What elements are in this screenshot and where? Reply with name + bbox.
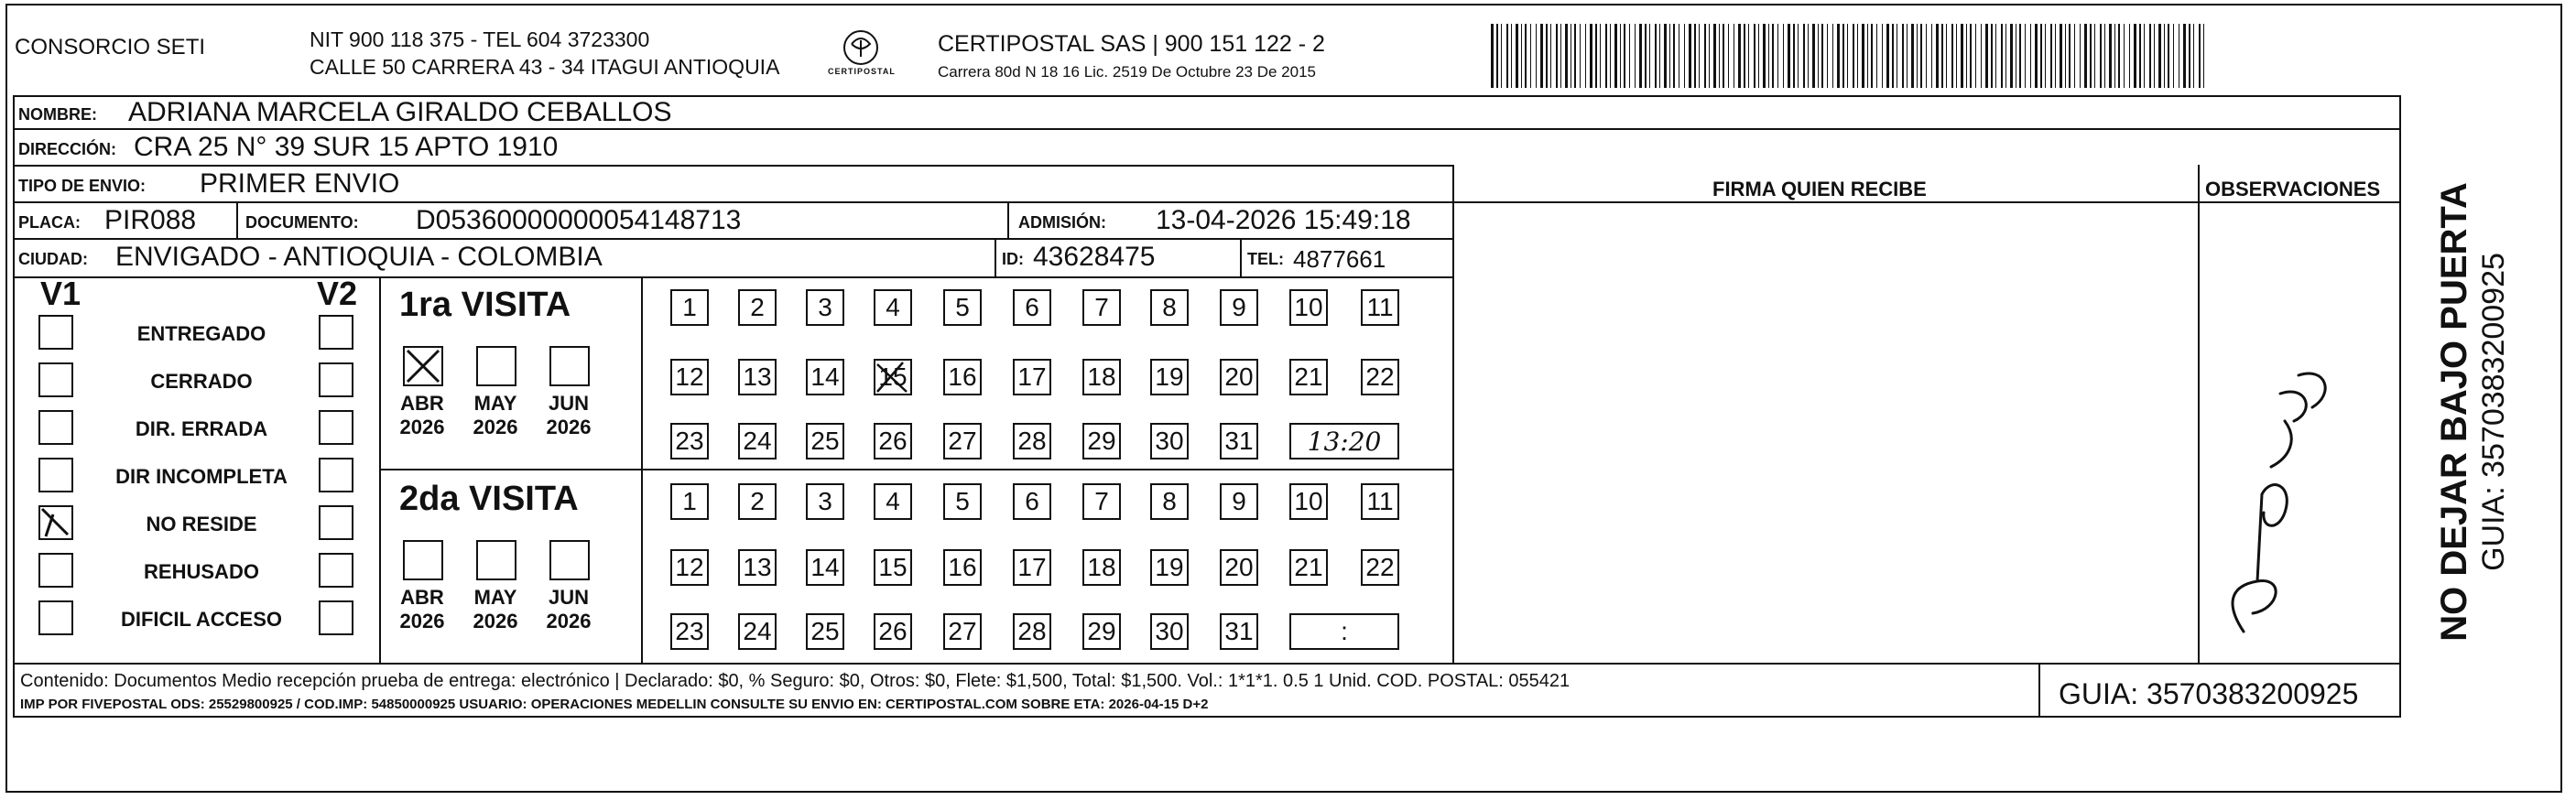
day-box[interactable]: 22 (1361, 549, 1399, 586)
barcode-bar (1876, 24, 1877, 88)
nit-line: NIT 900 118 375 - TEL 604 3723300 (310, 27, 650, 51)
reason-label: DIR. ERRADA (135, 417, 268, 440)
day-box[interactable]: 6 (1013, 483, 1051, 520)
v2-header: V2 (317, 275, 358, 312)
barcode-bar (2100, 24, 2102, 88)
day-box[interactable]: 23 (670, 423, 709, 459)
barcode-bar (2084, 24, 2087, 88)
barcode-bar (1639, 24, 1642, 88)
barcode-bar (1635, 24, 1636, 88)
day-box[interactable]: 7 (1082, 483, 1121, 520)
firma-header: FIRMA QUIEN RECIBE (1712, 178, 1927, 200)
barcode-bar (1857, 24, 1858, 88)
side-line2: GUIA: 3570383200925 (2476, 253, 2511, 571)
barcode-bar (2030, 24, 2031, 88)
barcode-bar (1985, 24, 1988, 88)
barcode-bar (2158, 24, 2161, 88)
day-box[interactable]: 25 (806, 423, 844, 459)
admision-label: ADMISIÓN: (1018, 213, 1106, 232)
barcode-bar (1521, 24, 1522, 88)
day-box[interactable]: 8 (1150, 483, 1189, 520)
barcode-bar (1867, 24, 1868, 88)
v1-checkbox[interactable] (38, 505, 73, 540)
barcode-bar (1907, 24, 1908, 88)
barcode-bar (2164, 24, 2165, 88)
barcode-bar (1821, 24, 1823, 88)
reason-label: DIR INCOMPLETA (115, 465, 288, 488)
month-label: JUN 2026 (546, 392, 592, 438)
day-box[interactable]: 24 (738, 613, 777, 650)
nombre-label: NOMBRE: (18, 105, 97, 124)
tipo-value: PRIMER ENVIO (200, 168, 400, 199)
month-checkbox-jun[interactable] (549, 346, 590, 386)
day-box[interactable]: 18 (1082, 359, 1121, 395)
barcode-bar (1936, 24, 1939, 88)
barcode-bar (1511, 24, 1512, 88)
day-box[interactable]: 25 (806, 613, 844, 650)
month-checkbox-may[interactable] (476, 540, 516, 580)
v1-checkbox[interactable] (38, 600, 73, 635)
month-checkbox-abr[interactable] (403, 540, 443, 580)
barcode-bar (1704, 24, 1706, 88)
reason-label: ENTREGADO (136, 322, 266, 345)
barcode-bar (1812, 24, 1815, 88)
barcode-bar (1871, 24, 1873, 88)
day-box[interactable]: 11 (1361, 483, 1399, 520)
barcode-bar (2069, 24, 2071, 88)
month-label: ABR 2026 (399, 392, 445, 438)
barcode-bar (1783, 24, 1784, 88)
barcode-bar (2154, 24, 2155, 88)
barcode-bar (1892, 24, 1894, 88)
placa-label: PLACA: (18, 213, 81, 232)
barcode-bar (2060, 24, 2062, 88)
day-box[interactable]: 2 (738, 289, 777, 326)
reason-label: DIFICIL ACCESO (120, 608, 282, 631)
day-box[interactable]: 15 (874, 359, 912, 395)
barcode-bar (2005, 24, 2006, 88)
v2-checkbox[interactable] (319, 410, 353, 445)
barcode-bar (1600, 24, 1601, 88)
barcode-bar (1842, 24, 1844, 88)
day-box[interactable]: 26 (874, 423, 912, 459)
month-label: MAY 2026 (473, 392, 518, 438)
day-box[interactable]: 20 (1220, 549, 1258, 586)
company-name: CONSORCIO SETI (15, 35, 206, 59)
barcode-bar (1719, 24, 1720, 88)
day-box[interactable]: 2 (738, 483, 777, 520)
day-box[interactable]: 22 (1361, 359, 1399, 395)
day-box[interactable]: 30 (1150, 613, 1189, 650)
barcode-bar (2035, 24, 2038, 88)
barcode-bar (2173, 24, 2174, 88)
id-label: ID: (1002, 250, 1024, 268)
barcode-bar (1754, 24, 1755, 88)
day-box[interactable]: 11 (1361, 289, 1399, 326)
barcode-bar (1738, 24, 1741, 88)
day-box[interactable]: 23 (670, 613, 709, 650)
ciudad-label: CIUDAD: (18, 250, 88, 268)
barcode-bar (1763, 24, 1766, 88)
day-box[interactable]: 29 (1082, 423, 1121, 459)
barcode-bar (1920, 24, 1922, 88)
day-box[interactable]: 10 (1289, 483, 1328, 520)
barcode-bar (2104, 24, 2105, 88)
barcode-bar (1560, 24, 1561, 88)
barcode-bar (1803, 24, 1805, 88)
nombre-value: ADRIANA MARCELA GIRALDO CEBALLOS (128, 97, 672, 127)
barcode-bar (1853, 24, 1854, 88)
barcode-bar (1565, 24, 1568, 88)
barcode-bar (1649, 24, 1650, 88)
day-box[interactable]: 12 (670, 549, 709, 586)
barcode-bar (1728, 24, 1729, 88)
barcode-bar (1995, 24, 1996, 88)
day-box[interactable]: 16 (943, 549, 982, 586)
barcode-bar (1772, 24, 1774, 88)
barcode-bar (1788, 24, 1790, 88)
day-box[interactable]: 19 (1150, 549, 1189, 586)
ciudad-value: ENVIGADO - ANTIOQUIA - COLOMBIA (115, 242, 603, 272)
day-box[interactable]: 24 (738, 423, 777, 459)
side-line1: NO DEJAR BAJO PUERTA (2434, 182, 2474, 642)
barcode-bar (2109, 24, 2112, 88)
barcode-bar (2001, 24, 2003, 88)
barcode-bar (1546, 24, 1548, 88)
barcode-bar (1556, 24, 1558, 88)
barcode-bar (1723, 24, 1724, 88)
barcode-bar (1886, 24, 1889, 88)
month-checkbox-jun[interactable] (549, 540, 590, 580)
barcode-bar (2118, 24, 2120, 88)
barcode-bar (1673, 24, 1675, 88)
barcode-bar (1694, 24, 1696, 88)
day-box[interactable]: 5 (943, 289, 982, 326)
barcode-bar (1970, 24, 1972, 88)
barcode-bar (1847, 24, 1848, 88)
reason-label: NO RESIDE (146, 513, 257, 535)
barcode-bar (1669, 24, 1670, 88)
barcode-bar (1793, 24, 1795, 88)
day-box[interactable]: 21 (1289, 549, 1328, 586)
day-box[interactable]: 1 (670, 483, 709, 520)
barcode-bar (2193, 24, 2194, 88)
barcode-bar (1911, 24, 1914, 88)
day-box[interactable]: 13 (738, 359, 777, 395)
day-box[interactable]: 9 (1220, 289, 1258, 326)
barcode-bar (1862, 24, 1864, 88)
barcode-bar (1496, 24, 1498, 88)
day-box[interactable]: 16 (943, 359, 982, 395)
day-box[interactable]: 20 (1220, 359, 1258, 395)
barcode-bar (1956, 24, 1957, 88)
barcode-bar (1882, 24, 1883, 88)
barcode-bar (2090, 24, 2092, 88)
day-box[interactable]: 28 (1013, 423, 1051, 459)
v2-checkbox[interactable] (319, 600, 353, 635)
barcode-bar (1946, 24, 1947, 88)
day-box[interactable]: 17 (1013, 359, 1051, 395)
barcode-bar (1580, 24, 1581, 88)
barcode-bar (1917, 24, 1918, 88)
barcode-bar (1620, 24, 1621, 88)
barcode-bar (1506, 24, 1508, 88)
day-box[interactable]: 31 (1220, 613, 1258, 650)
barcode-bar (1655, 24, 1657, 88)
day-box[interactable]: 26 (874, 613, 912, 650)
v2-checkbox[interactable] (319, 362, 353, 397)
license-line: Carrera 80d N 18 16 Lic. 2519 De Octubre 23 De 2015 (938, 63, 1316, 81)
barcode-bar (2144, 24, 2145, 88)
barcode-bar (1975, 24, 1976, 88)
day-box[interactable]: 12 (670, 359, 709, 395)
barcode-bar (1709, 24, 1710, 88)
day-box[interactable]: 9 (1220, 483, 1258, 520)
day-box[interactable]: 27 (943, 423, 982, 459)
v1-header: V1 (40, 275, 82, 312)
barcode-bar (1664, 24, 1667, 88)
barcode-bar (1837, 24, 1840, 88)
barcode-bar (2199, 24, 2201, 88)
observaciones-signature (2207, 357, 2344, 659)
day-box[interactable]: 13 (738, 549, 777, 586)
direccion-value: CRA 25 N° 39 SUR 15 APTO 1910 (134, 132, 559, 162)
barcode-bar (2114, 24, 2115, 88)
barcode-bar (1991, 24, 1993, 88)
day-box[interactable]: 28 (1013, 613, 1051, 650)
barcode-bar (1516, 24, 1518, 88)
barcode-bar (1808, 24, 1809, 88)
barcode-bar (2040, 24, 2042, 88)
barcode-bar (1501, 24, 1502, 88)
observaciones-header: OBSERVACIONES (2205, 178, 2381, 200)
month-checkbox-abr[interactable] (403, 346, 443, 386)
day-box[interactable]: 6 (1013, 289, 1051, 326)
footer-contenido: Contenido: Documentos Medio recepción prueba de entrega: electrónico | Declarado: $0, % Seguro: $0, Otros: $0, Flete: $1,500, Total: $1,500. Vol.: 1*1*1. 0.5 1 Unid. COD. POSTAL: 055421 (20, 671, 1571, 691)
address-line: CALLE 50 CARRERA 43 - 34 ITAGUI ANTIOQUIA (310, 55, 780, 79)
month-checkbox-may[interactable] (476, 346, 516, 386)
barcode-bar (1902, 24, 1904, 88)
v2-checkbox[interactable] (319, 505, 353, 540)
barcode-bar (1951, 24, 1953, 88)
month-label: JUN 2026 (546, 586, 592, 632)
day-box[interactable]: 14 (806, 549, 844, 586)
barcode-bar (1798, 24, 1799, 88)
visit-time-box[interactable]: 13:20 (1289, 423, 1399, 459)
barcode-bar (1931, 24, 1932, 88)
direccion-label: DIRECCIÓN: (18, 140, 116, 158)
barcode-bar (2065, 24, 2066, 88)
barcode-bar (1758, 24, 1759, 88)
reason-label: CERRADO (150, 370, 253, 393)
barcode-bar (1590, 24, 1592, 88)
barcode-bar (2025, 24, 2026, 88)
barcode-bar (2149, 24, 2151, 88)
barcode-bar (2080, 24, 2081, 88)
documento-label: DOCUMENTO: (245, 213, 359, 232)
barcode-bar (2074, 24, 2075, 88)
id-value: 43628475 (1033, 242, 1156, 272)
second-visit-title: 2da VISITA (399, 480, 579, 518)
barcode-bar (2203, 24, 2204, 88)
v1-checkbox[interactable] (38, 315, 73, 350)
month-label: MAY 2026 (473, 586, 518, 632)
day-box[interactable]: 21 (1289, 359, 1328, 395)
barcode-bar (1536, 24, 1537, 88)
barcode (1491, 24, 2223, 90)
barcode-bar (1966, 24, 1967, 88)
day-box[interactable]: 31 (1220, 423, 1258, 459)
barcode-bar (1610, 24, 1611, 88)
day-box[interactable]: 5 (943, 483, 982, 520)
day-box[interactable]: 19 (1150, 359, 1189, 395)
certipostal-logo (824, 27, 897, 82)
v1-checkbox[interactable] (38, 362, 73, 397)
barcode-bar (1645, 24, 1647, 88)
v1-checkbox[interactable] (38, 553, 73, 588)
placa-value: PIR088 (104, 205, 197, 235)
first-visit-title: 1ra VISITA (399, 286, 571, 324)
barcode-bar (2183, 24, 2186, 88)
barcode-bar (1684, 24, 1685, 88)
barcode-bar (1530, 24, 1531, 88)
barcode-bar (1689, 24, 1691, 88)
certipostal-line: CERTIPOSTAL SAS | 900 151 122 - 2 (938, 31, 1325, 57)
barcode-bar (2010, 24, 2013, 88)
barcode-bar (1768, 24, 1769, 88)
barcode-bar (1550, 24, 1551, 88)
day-box[interactable]: 14 (806, 359, 844, 395)
barcode-bar (1744, 24, 1745, 88)
barcode-bar (2055, 24, 2056, 88)
v2-checkbox[interactable] (319, 553, 353, 588)
day-box[interactable]: 29 (1082, 613, 1121, 650)
month-label: ABR 2026 (399, 586, 445, 632)
admision-value: 13-04-2026 15:49:18 (1156, 205, 1411, 235)
day-box[interactable]: 15 (874, 549, 912, 586)
documento-value: D05360000000054148713 (416, 205, 742, 235)
day-box[interactable]: 7 (1082, 289, 1121, 326)
day-box[interactable]: 8 (1150, 289, 1189, 326)
barcode-bar (2050, 24, 2052, 88)
tel-value: 4877661 (1293, 245, 1386, 273)
barcode-bar (1926, 24, 1927, 88)
barcode-bar (1540, 24, 1543, 88)
day-box[interactable]: 4 (874, 289, 912, 326)
barcode-bar (1777, 24, 1778, 88)
tipo-label: TIPO DE ENVIO: (18, 177, 147, 195)
barcode-bar (1659, 24, 1660, 88)
barcode-bar (1614, 24, 1617, 88)
tel-label: TEL: (1247, 250, 1284, 268)
reason-label: REHUSADO (144, 560, 259, 583)
barcode-bar (1818, 24, 1819, 88)
barcode-bar (1491, 24, 1494, 88)
barcode-bar (2019, 24, 2021, 88)
barcode-bar (1574, 24, 1576, 88)
day-box[interactable]: 10 (1289, 289, 1328, 326)
v1-checkbox[interactable] (38, 410, 73, 445)
day-box[interactable]: 3 (806, 289, 844, 326)
barcode-bar (2129, 24, 2130, 88)
barcode-bar (2124, 24, 2125, 88)
barcode-bar (1981, 24, 1982, 88)
barcode-bar (1624, 24, 1625, 88)
v2-checkbox[interactable] (319, 458, 353, 492)
barcode-bar (1629, 24, 1630, 88)
barcode-bar (1748, 24, 1749, 88)
barcode-bar (1525, 24, 1527, 88)
barcode-bar (1585, 24, 1586, 88)
barcode-bar (1941, 24, 1943, 88)
barcode-bar (1961, 24, 1963, 88)
barcode-bar (1699, 24, 1700, 88)
barcode-bar (2134, 24, 2136, 88)
footer-imp: IMP POR FIVEPOSTAL ODS: 25529800925 / COD.IMP: 54850000925 USUARIO: OPERACIONES MEDELLIN CONSULTE SU ENVIO EN: CERTIPOSTAL.COM SOBRE ETA: 2026-04-15 D+2 (20, 697, 1209, 712)
day-box[interactable]: 4 (874, 483, 912, 520)
barcode-bar (1595, 24, 1597, 88)
logo-text: CERTIPOSTAL (828, 67, 896, 76)
barcode-bar (1605, 24, 1607, 88)
day-box[interactable]: 3 (806, 483, 844, 520)
barcode-bar (2168, 24, 2169, 88)
barcode-bar (2139, 24, 2141, 88)
v2-checkbox[interactable] (319, 315, 353, 350)
barcode-bar (2094, 24, 2095, 88)
day-box[interactable]: 18 (1082, 549, 1121, 586)
day-box[interactable]: 30 (1150, 423, 1189, 459)
barcode-bar (1713, 24, 1716, 88)
day-box[interactable]: 1 (670, 289, 709, 326)
barcode-bar (1832, 24, 1833, 88)
footer-guia: GUIA: 3570383200925 (2059, 677, 2359, 710)
barcode-bar (2045, 24, 2046, 88)
day-box[interactable]: 17 (1013, 549, 1051, 586)
barcode-bar (1827, 24, 1828, 88)
second-visit-time-box[interactable]: : (1289, 613, 1399, 650)
barcode-bar (2189, 24, 2190, 88)
day-box[interactable]: 27 (943, 613, 982, 650)
v1-checkbox[interactable] (38, 458, 73, 492)
